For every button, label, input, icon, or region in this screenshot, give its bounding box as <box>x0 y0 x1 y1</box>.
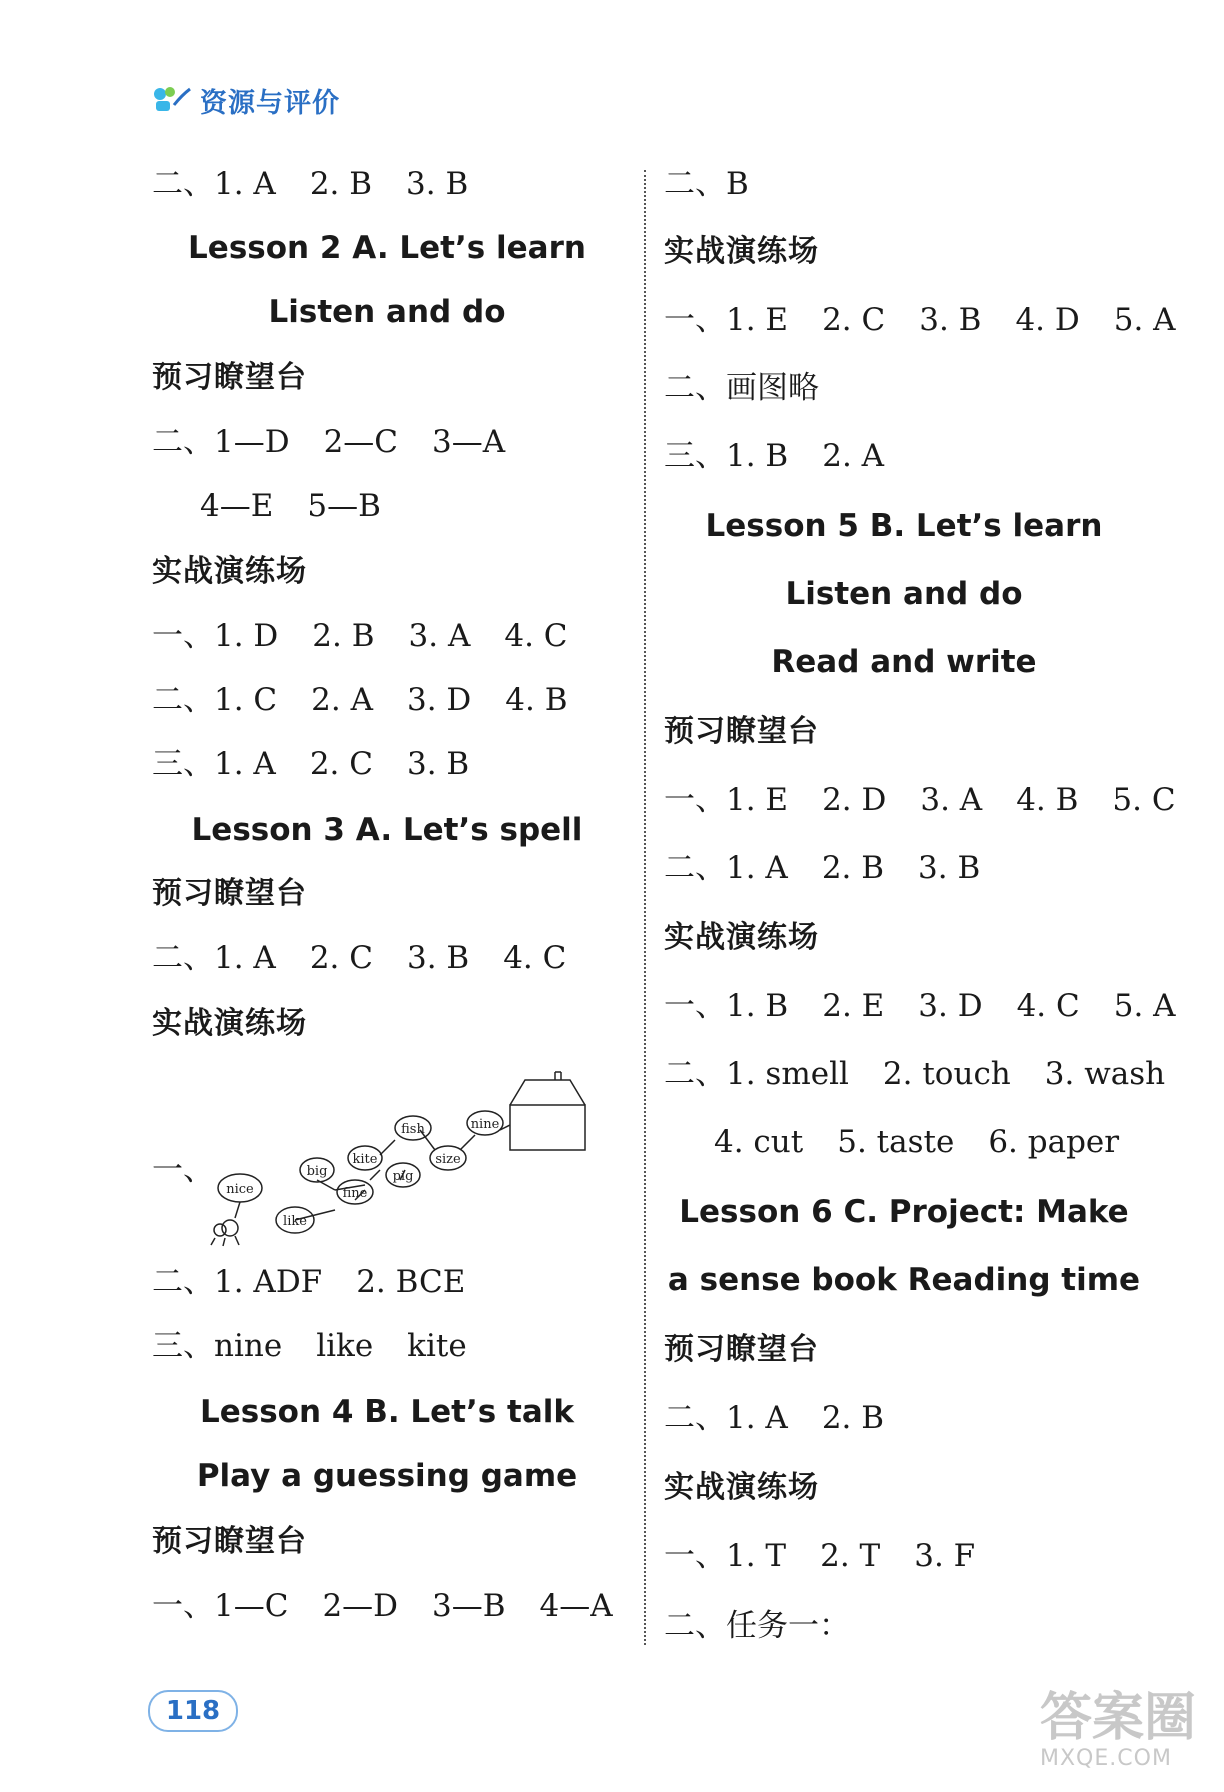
answer-line: 二、B <box>664 166 749 202</box>
lesson-subtitle: Listen and do <box>785 576 1023 612</box>
header-title: 资源与评价 <box>200 87 340 119</box>
lesson-title: Lesson 2 A. Let’s learn <box>188 230 586 266</box>
answer-line: 二、1. A 2. B 3. B <box>152 166 469 202</box>
answer-line: 二、1—D 2—C 3—A <box>152 424 506 460</box>
maze-word: big <box>306 1164 328 1179</box>
lesson-subtitle: Listen and do <box>268 294 506 330</box>
page-header <box>150 80 340 120</box>
lesson-title: Lesson 3 A. Let’s spell <box>191 812 583 848</box>
answer-line: 一、1. B 2. E 3. D 4. C 5. A <box>664 988 1176 1024</box>
answer-line: 二、任务一： <box>664 1608 850 1644</box>
answer-line: 三、1. A 2. C 3. B <box>152 746 470 782</box>
section-heading: 实战演练场 <box>152 554 307 589</box>
answer-line: 一、1. E 2. C 3. B 4. D 5. A <box>664 302 1176 338</box>
maze-word: nice <box>226 1182 254 1197</box>
maze-word: kite <box>352 1152 378 1167</box>
section-heading: 实战演练场 <box>152 1006 307 1041</box>
answer-line: 4—E 5—B <box>200 488 381 524</box>
maze-word: pig <box>392 1169 414 1184</box>
section-heading: 预习瞭望台 <box>152 876 307 911</box>
maze-word: like <box>283 1214 307 1229</box>
answer-line: 一、1. E 2. D 3. A 4. B 5. C <box>664 782 1176 818</box>
page-number: 118 <box>148 1690 238 1732</box>
answer-line: 二、1. A 2. C 3. B 4. C <box>152 940 567 976</box>
answer-line: 4. cut 5. taste 6. paper <box>714 1124 1120 1160</box>
answer-line: 二、1. A 2. B 3. B <box>664 850 981 886</box>
lesson-subtitle: a sense book Reading time <box>667 1262 1141 1298</box>
lesson-title: Lesson 5 B. Let’s learn <box>705 508 1103 544</box>
section-heading: 预习瞭望台 <box>152 1524 307 1559</box>
section-heading: 预习瞭望台 <box>664 1332 819 1367</box>
section-heading: 实战演练场 <box>664 920 819 955</box>
answer-line: 一、1. D 2. B 3. A 4. C <box>152 618 568 654</box>
answer-line: 二、1. C 2. A 3. D 4. B <box>152 682 568 718</box>
answer-prefix: 一、 <box>152 1152 214 1188</box>
word-path-diagram <box>205 1070 595 1260</box>
section-heading: 实战演练场 <box>664 1470 819 1505</box>
answer-line: 一、1. T 2. T 3. F <box>664 1538 976 1574</box>
answer-line: 三、nine like kite <box>152 1328 467 1364</box>
maze-word: nine <box>470 1117 500 1132</box>
answer-line: 三、1. B 2. A <box>664 438 885 474</box>
column-divider <box>644 170 646 1645</box>
answer-line: 二、1. ADF 2. BCE <box>152 1264 466 1300</box>
answer-line: 一、1—C 2—D 3—B 4—A <box>152 1588 613 1624</box>
lesson-title: Lesson 6 C. Project: Make <box>679 1194 1129 1230</box>
section-heading: 预习瞭望台 <box>152 360 307 395</box>
book-logo-icon <box>150 85 192 115</box>
lesson-title: Lesson 4 B. Let’s talk <box>200 1394 574 1430</box>
answer-line: 二、1. A 2. B <box>664 1400 885 1436</box>
lesson-subtitle: Read and write <box>771 644 1037 680</box>
answer-line: 二、1. smell 2. touch 3. wash <box>664 1056 1166 1092</box>
watermark <box>1040 1690 1196 1771</box>
watermark-logo: 答案圈 <box>1040 1688 1197 1748</box>
maze-word: fish <box>401 1122 425 1137</box>
section-heading: 实战演练场 <box>664 234 819 269</box>
maze-word: size <box>435 1152 461 1167</box>
section-heading: 预习瞭望台 <box>664 714 819 749</box>
maze-word: fine <box>342 1186 368 1201</box>
lesson-subtitle: Play a guessing game <box>196 1458 578 1494</box>
answer-line: 二、画图略 <box>664 370 819 406</box>
watermark-url: MXQE.COM <box>1040 1746 1172 1771</box>
